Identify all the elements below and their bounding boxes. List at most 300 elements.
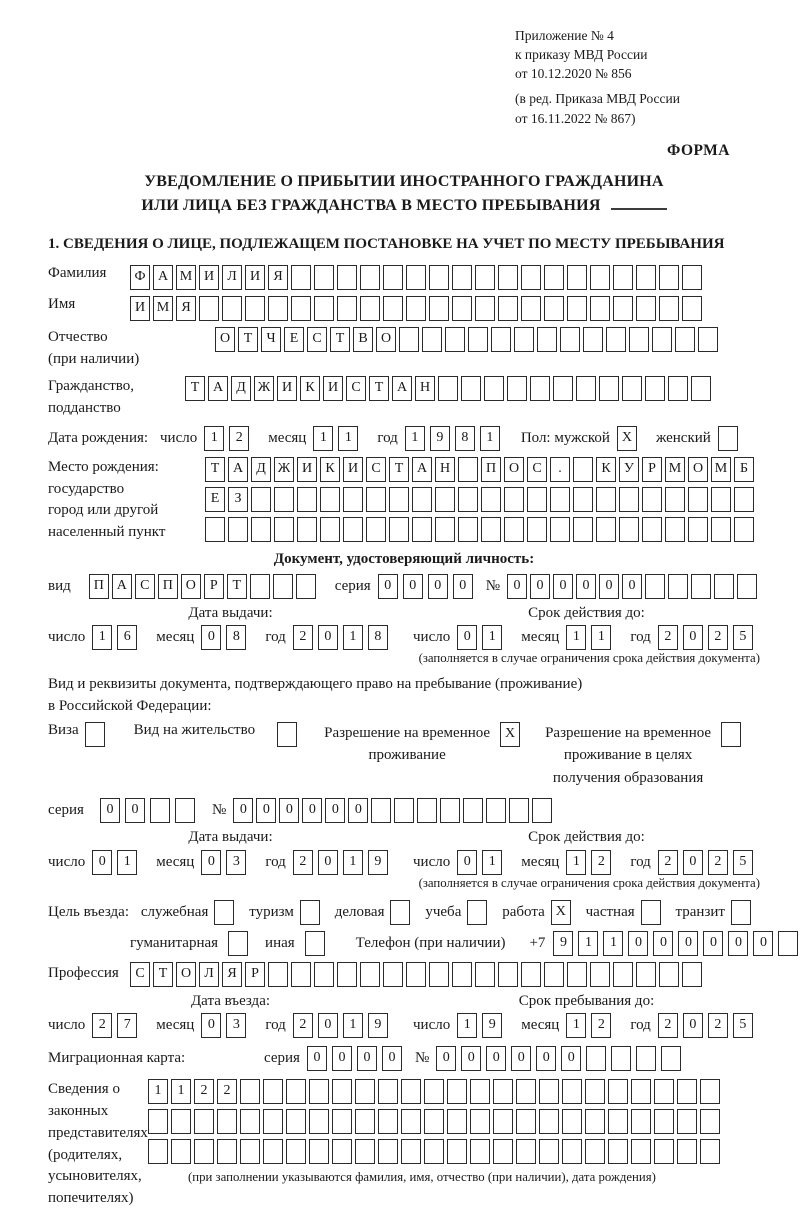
char-cell[interactable] [171, 1109, 191, 1134]
char-cell[interactable] [314, 962, 334, 987]
char-cell[interactable] [573, 487, 593, 512]
char-cell[interactable] [583, 327, 603, 352]
char-cell[interactable] [463, 798, 483, 823]
char-cell[interactable] [424, 1109, 444, 1134]
char-cell[interactable]: 0 [461, 1046, 481, 1071]
char-cell[interactable] [228, 931, 248, 956]
char-cell[interactable] [645, 574, 665, 599]
char-cell[interactable] [355, 1079, 375, 1104]
char-cell[interactable] [677, 1079, 697, 1104]
char-cell[interactable] [521, 962, 541, 987]
char-cell[interactable]: 3 [226, 1013, 246, 1038]
char-cell[interactable] [240, 1139, 260, 1164]
char-cell[interactable] [378, 1079, 398, 1104]
char-cell[interactable] [389, 517, 409, 542]
char-cell[interactable] [567, 265, 587, 290]
char-cell[interactable] [355, 1109, 375, 1134]
char-cell[interactable] [205, 517, 225, 542]
char-cell[interactable] [677, 1139, 697, 1164]
char-cell[interactable]: 0 [457, 625, 477, 650]
char-cell[interactable]: 0 [553, 574, 573, 599]
char-cell[interactable] [539, 1109, 559, 1134]
char-cell[interactable] [470, 1109, 490, 1134]
char-cell[interactable] [654, 1109, 674, 1134]
char-cell[interactable] [240, 1109, 260, 1134]
char-cell[interactable]: 0 [428, 574, 448, 599]
char-cell[interactable]: И [199, 265, 219, 290]
char-cell[interactable] [613, 296, 633, 321]
char-cell[interactable] [596, 487, 616, 512]
char-cell[interactable] [636, 296, 656, 321]
char-cell[interactable]: 2 [708, 850, 728, 875]
char-cell[interactable]: 0 [683, 625, 703, 650]
char-cell[interactable] [700, 1139, 720, 1164]
char-cell[interactable]: 0 [348, 798, 368, 823]
char-cell[interactable]: И [323, 376, 343, 401]
char-cell[interactable] [401, 1109, 421, 1134]
char-cell[interactable]: 5 [733, 850, 753, 875]
char-cell[interactable] [553, 376, 573, 401]
char-cell[interactable]: Ч [261, 327, 281, 352]
char-cell[interactable] [484, 376, 504, 401]
char-cell[interactable] [504, 517, 524, 542]
char-cell[interactable]: Д [251, 457, 271, 482]
char-cell[interactable]: 3 [226, 850, 246, 875]
char-cell[interactable] [619, 487, 639, 512]
char-cell[interactable]: Ф [130, 265, 150, 290]
char-cell[interactable] [778, 931, 798, 956]
char-cell[interactable]: 2 [293, 625, 313, 650]
char-cell[interactable] [300, 900, 320, 925]
char-cell[interactable]: 1 [92, 625, 112, 650]
char-cell[interactable]: К [596, 457, 616, 482]
char-cell[interactable] [599, 376, 619, 401]
char-cell[interactable] [429, 962, 449, 987]
char-cell[interactable]: И [297, 457, 317, 482]
char-cell[interactable] [194, 1109, 214, 1134]
char-cell[interactable] [550, 517, 570, 542]
char-cell[interactable]: 0 [201, 625, 221, 650]
char-cell[interactable]: 0 [233, 798, 253, 823]
char-cell[interactable]: П [158, 574, 178, 599]
char-cell[interactable] [171, 1139, 191, 1164]
char-cell[interactable] [424, 1139, 444, 1164]
char-cell[interactable]: 0 [753, 931, 773, 956]
char-cell[interactable] [654, 1079, 674, 1104]
char-cell[interactable] [343, 487, 363, 512]
char-cell[interactable] [250, 574, 270, 599]
char-cell[interactable]: К [320, 457, 340, 482]
char-cell[interactable]: 0 [486, 1046, 506, 1071]
char-cell[interactable] [429, 296, 449, 321]
char-cell[interactable] [498, 296, 518, 321]
char-cell[interactable]: Т [227, 574, 247, 599]
char-cell[interactable] [682, 296, 702, 321]
char-cell[interactable] [641, 900, 661, 925]
char-cell[interactable]: 1 [313, 426, 333, 451]
char-cell[interactable] [659, 296, 679, 321]
char-cell[interactable] [688, 517, 708, 542]
char-cell[interactable] [447, 1079, 467, 1104]
char-cell[interactable]: 0 [318, 850, 338, 875]
char-cell[interactable] [406, 962, 426, 987]
char-cell[interactable] [486, 798, 506, 823]
char-cell[interactable] [332, 1109, 352, 1134]
char-cell[interactable]: К [300, 376, 320, 401]
char-cell[interactable] [661, 1046, 681, 1071]
char-cell[interactable]: Н [415, 376, 435, 401]
char-cell[interactable]: А [228, 457, 248, 482]
char-cell[interactable] [516, 1079, 536, 1104]
char-cell[interactable]: X [551, 900, 571, 925]
char-cell[interactable] [675, 327, 695, 352]
char-cell[interactable]: 0 [561, 1046, 581, 1071]
char-cell[interactable] [228, 517, 248, 542]
char-cell[interactable] [286, 1139, 306, 1164]
char-cell[interactable]: 1 [603, 931, 623, 956]
char-cell[interactable] [586, 1046, 606, 1071]
char-cell[interactable]: М [711, 457, 731, 482]
char-cell[interactable]: 1 [204, 426, 224, 451]
char-cell[interactable] [491, 327, 511, 352]
char-cell[interactable]: А [412, 457, 432, 482]
char-cell[interactable] [383, 962, 403, 987]
blank-underline[interactable] [611, 208, 667, 210]
char-cell[interactable]: Б [734, 457, 754, 482]
char-cell[interactable]: 1 [343, 850, 363, 875]
char-cell[interactable] [493, 1079, 513, 1104]
char-cell[interactable] [222, 296, 242, 321]
char-cell[interactable]: 1 [117, 850, 137, 875]
char-cell[interactable] [447, 1139, 467, 1164]
char-cell[interactable] [401, 1139, 421, 1164]
char-cell[interactable] [631, 1079, 651, 1104]
char-cell[interactable]: О [215, 327, 235, 352]
char-cell[interactable]: 0 [125, 798, 145, 823]
char-cell[interactable] [590, 296, 610, 321]
char-cell[interactable]: И [343, 457, 363, 482]
char-cell[interactable]: О [688, 457, 708, 482]
char-cell[interactable] [263, 1079, 283, 1104]
char-cell[interactable]: 0 [622, 574, 642, 599]
char-cell[interactable]: 0 [357, 1046, 377, 1071]
char-cell[interactable]: О [176, 962, 196, 987]
char-cell[interactable]: 0 [382, 1046, 402, 1071]
char-cell[interactable] [539, 1139, 559, 1164]
char-cell[interactable]: Т [330, 327, 350, 352]
char-cell[interactable] [734, 487, 754, 512]
char-cell[interactable] [562, 1109, 582, 1134]
char-cell[interactable] [383, 296, 403, 321]
char-cell[interactable] [567, 296, 587, 321]
char-cell[interactable] [268, 962, 288, 987]
char-cell[interactable]: Т [369, 376, 389, 401]
char-cell[interactable]: 1 [566, 1013, 586, 1038]
char-cell[interactable] [175, 798, 195, 823]
char-cell[interactable]: 1 [482, 625, 502, 650]
char-cell[interactable] [406, 265, 426, 290]
char-cell[interactable]: 0 [536, 1046, 556, 1071]
char-cell[interactable]: 0 [307, 1046, 327, 1071]
char-cell[interactable]: 6 [117, 625, 137, 650]
char-cell[interactable] [636, 962, 656, 987]
char-cell[interactable]: 2 [591, 1013, 611, 1038]
char-cell[interactable] [429, 265, 449, 290]
char-cell[interactable] [277, 722, 297, 747]
char-cell[interactable] [698, 327, 718, 352]
char-cell[interactable] [412, 517, 432, 542]
char-cell[interactable]: И [245, 265, 265, 290]
char-cell[interactable] [360, 296, 380, 321]
char-cell[interactable] [544, 296, 564, 321]
char-cell[interactable] [452, 962, 472, 987]
char-cell[interactable]: Р [642, 457, 662, 482]
char-cell[interactable]: В [353, 327, 373, 352]
char-cell[interactable]: 0 [201, 850, 221, 875]
char-cell[interactable] [314, 265, 334, 290]
char-cell[interactable]: С [307, 327, 327, 352]
char-cell[interactable]: Я [176, 296, 196, 321]
char-cell[interactable]: 7 [117, 1013, 137, 1038]
char-cell[interactable] [688, 487, 708, 512]
char-cell[interactable]: 2 [658, 1013, 678, 1038]
char-cell[interactable]: М [153, 296, 173, 321]
char-cell[interactable]: Я [268, 265, 288, 290]
char-cell[interactable]: 0 [403, 574, 423, 599]
char-cell[interactable] [461, 376, 481, 401]
char-cell[interactable]: О [181, 574, 201, 599]
char-cell[interactable] [458, 517, 478, 542]
char-cell[interactable] [596, 517, 616, 542]
char-cell[interactable]: 0 [683, 850, 703, 875]
char-cell[interactable] [245, 296, 265, 321]
char-cell[interactable] [366, 517, 386, 542]
char-cell[interactable]: М [665, 457, 685, 482]
char-cell[interactable] [560, 327, 580, 352]
char-cell[interactable]: 0 [332, 1046, 352, 1071]
char-cell[interactable]: 2 [293, 850, 313, 875]
char-cell[interactable] [424, 1079, 444, 1104]
char-cell[interactable] [576, 376, 596, 401]
char-cell[interactable] [337, 296, 357, 321]
char-cell[interactable] [700, 1079, 720, 1104]
char-cell[interactable] [530, 376, 550, 401]
char-cell[interactable] [475, 296, 495, 321]
char-cell[interactable] [507, 376, 527, 401]
char-cell[interactable]: 0 [279, 798, 299, 823]
char-cell[interactable] [585, 1139, 605, 1164]
char-cell[interactable] [320, 487, 340, 512]
char-cell[interactable]: 1 [566, 850, 586, 875]
char-cell[interactable]: 1 [482, 850, 502, 875]
char-cell[interactable]: 2 [658, 625, 678, 650]
char-cell[interactable] [493, 1139, 513, 1164]
char-cell[interactable] [613, 265, 633, 290]
char-cell[interactable] [585, 1079, 605, 1104]
char-cell[interactable] [619, 517, 639, 542]
char-cell[interactable]: 0 [100, 798, 120, 823]
char-cell[interactable] [544, 962, 564, 987]
char-cell[interactable] [532, 798, 552, 823]
char-cell[interactable]: 0 [457, 850, 477, 875]
char-cell[interactable] [452, 265, 472, 290]
char-cell[interactable]: Л [199, 962, 219, 987]
char-cell[interactable]: А [153, 265, 173, 290]
char-cell[interactable] [337, 265, 357, 290]
char-cell[interactable] [714, 574, 734, 599]
char-cell[interactable] [468, 327, 488, 352]
char-cell[interactable] [509, 798, 529, 823]
char-cell[interactable]: Ж [274, 457, 294, 482]
char-cell[interactable]: 1 [148, 1079, 168, 1104]
char-cell[interactable]: А [112, 574, 132, 599]
char-cell[interactable] [645, 376, 665, 401]
char-cell[interactable] [481, 517, 501, 542]
char-cell[interactable]: 1 [343, 625, 363, 650]
char-cell[interactable] [573, 457, 593, 482]
char-cell[interactable]: 0 [318, 625, 338, 650]
char-cell[interactable] [309, 1139, 329, 1164]
char-cell[interactable]: Р [204, 574, 224, 599]
char-cell[interactable] [371, 798, 391, 823]
char-cell[interactable] [320, 517, 340, 542]
char-cell[interactable]: 8 [226, 625, 246, 650]
char-cell[interactable]: 8 [455, 426, 475, 451]
char-cell[interactable]: 9 [368, 1013, 388, 1038]
char-cell[interactable] [636, 1046, 656, 1071]
char-cell[interactable] [665, 487, 685, 512]
char-cell[interactable] [447, 1109, 467, 1134]
char-cell[interactable]: 0 [703, 931, 723, 956]
char-cell[interactable] [332, 1139, 352, 1164]
char-cell[interactable]: Н [435, 457, 455, 482]
char-cell[interactable] [521, 265, 541, 290]
char-cell[interactable] [731, 900, 751, 925]
char-cell[interactable] [148, 1139, 168, 1164]
char-cell[interactable] [682, 265, 702, 290]
char-cell[interactable] [435, 487, 455, 512]
char-cell[interactable] [573, 517, 593, 542]
char-cell[interactable]: М [176, 265, 196, 290]
char-cell[interactable]: 0 [92, 850, 112, 875]
char-cell[interactable]: 9 [553, 931, 573, 956]
char-cell[interactable]: Т [389, 457, 409, 482]
char-cell[interactable] [504, 487, 524, 512]
char-cell[interactable] [677, 1109, 697, 1134]
char-cell[interactable] [217, 1109, 237, 1134]
char-cell[interactable] [622, 376, 642, 401]
char-cell[interactable]: О [504, 457, 524, 482]
char-cell[interactable]: 2 [591, 850, 611, 875]
char-cell[interactable]: 0 [453, 574, 473, 599]
char-cell[interactable]: И [277, 376, 297, 401]
char-cell[interactable] [394, 798, 414, 823]
char-cell[interactable]: 0 [511, 1046, 531, 1071]
char-cell[interactable] [366, 487, 386, 512]
char-cell[interactable] [401, 1079, 421, 1104]
char-cell[interactable]: Т [205, 457, 225, 482]
char-cell[interactable] [214, 900, 234, 925]
char-cell[interactable] [613, 962, 633, 987]
char-cell[interactable]: Л [222, 265, 242, 290]
char-cell[interactable] [194, 1139, 214, 1164]
char-cell[interactable]: 0 [318, 1013, 338, 1038]
char-cell[interactable] [636, 265, 656, 290]
char-cell[interactable]: 1 [591, 625, 611, 650]
char-cell[interactable] [711, 517, 731, 542]
char-cell[interactable] [343, 517, 363, 542]
char-cell[interactable] [537, 327, 557, 352]
char-cell[interactable] [383, 265, 403, 290]
char-cell[interactable] [360, 265, 380, 290]
char-cell[interactable] [631, 1139, 651, 1164]
char-cell[interactable] [458, 487, 478, 512]
char-cell[interactable] [470, 1079, 490, 1104]
char-cell[interactable]: З [228, 487, 248, 512]
char-cell[interactable] [652, 327, 672, 352]
char-cell[interactable] [360, 962, 380, 987]
char-cell[interactable]: Р [245, 962, 265, 987]
char-cell[interactable] [481, 487, 501, 512]
char-cell[interactable]: 9 [368, 850, 388, 875]
char-cell[interactable] [498, 265, 518, 290]
char-cell[interactable]: 0 [678, 931, 698, 956]
char-cell[interactable]: 8 [368, 625, 388, 650]
char-cell[interactable]: 0 [599, 574, 619, 599]
char-cell[interactable] [251, 517, 271, 542]
char-cell[interactable] [297, 487, 317, 512]
char-cell[interactable] [585, 1109, 605, 1134]
char-cell[interactable] [286, 1109, 306, 1134]
char-cell[interactable]: . [550, 457, 570, 482]
char-cell[interactable] [514, 327, 534, 352]
char-cell[interactable]: С [366, 457, 386, 482]
char-cell[interactable]: 0 [728, 931, 748, 956]
char-cell[interactable] [452, 296, 472, 321]
char-cell[interactable] [668, 376, 688, 401]
char-cell[interactable] [291, 265, 311, 290]
char-cell[interactable] [659, 962, 679, 987]
char-cell[interactable] [665, 517, 685, 542]
char-cell[interactable] [590, 962, 610, 987]
char-cell[interactable] [263, 1139, 283, 1164]
char-cell[interactable]: 2 [708, 625, 728, 650]
char-cell[interactable] [378, 1139, 398, 1164]
char-cell[interactable]: С [346, 376, 366, 401]
char-cell[interactable] [286, 1079, 306, 1104]
char-cell[interactable]: Т [153, 962, 173, 987]
char-cell[interactable] [475, 962, 495, 987]
char-cell[interactable] [332, 1079, 352, 1104]
char-cell[interactable] [606, 327, 626, 352]
char-cell[interactable]: 0 [507, 574, 527, 599]
char-cell[interactable]: А [392, 376, 412, 401]
char-cell[interactable] [668, 574, 688, 599]
char-cell[interactable] [150, 798, 170, 823]
char-cell[interactable] [297, 517, 317, 542]
char-cell[interactable]: X [617, 426, 637, 451]
char-cell[interactable]: 2 [229, 426, 249, 451]
char-cell[interactable]: 0 [683, 1013, 703, 1038]
char-cell[interactable] [734, 517, 754, 542]
char-cell[interactable] [516, 1109, 536, 1134]
char-cell[interactable] [355, 1139, 375, 1164]
char-cell[interactable] [422, 327, 442, 352]
char-cell[interactable]: У [619, 457, 639, 482]
char-cell[interactable] [631, 1109, 651, 1134]
char-cell[interactable]: 1 [457, 1013, 477, 1038]
char-cell[interactable]: 2 [293, 1013, 313, 1038]
